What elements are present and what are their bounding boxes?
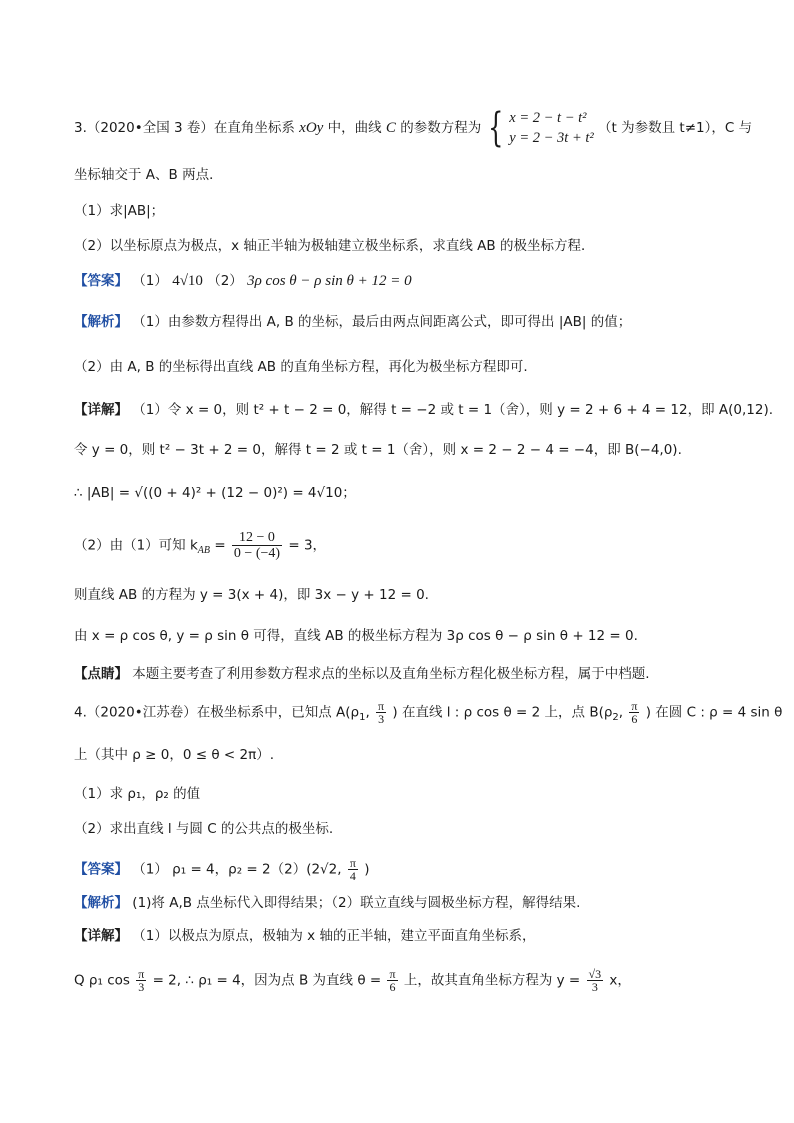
- q4-detail-frac1-den: 3: [138, 980, 145, 994]
- q4-pi-over-6: [629, 700, 639, 725]
- q4-pi-over-3-den: 3: [378, 712, 385, 726]
- q4-pi-over-6-den: 6: [631, 712, 638, 726]
- q4-analysis-text: (1)将 A,B 点坐标代入即得结果；（2）联立直线与圆极坐标方程，解得结果.: [132, 895, 581, 911]
- q4-detail2-text-a: Q ρ₁ cos: [74, 972, 130, 989]
- q4-pi-over-3: [376, 700, 386, 725]
- q3-answer-label2: （2）: [207, 273, 243, 289]
- q4-pi-over-3-num: π: [378, 699, 385, 713]
- q3-detail4-result: = 3，: [288, 537, 327, 554]
- q4-answer-frac-num: π: [349, 856, 356, 870]
- q4-detail-frac3-den: 3: [591, 980, 598, 994]
- q4-detail-sqrt3-over-3: [587, 968, 604, 993]
- q3-stem-text-e: （t 为参数且 t≠1），C 与: [598, 120, 753, 136]
- q4-detail-frac2-num: π: [389, 967, 396, 981]
- q4-answer-close: ): [364, 861, 370, 878]
- q3-detail4-text: （2）由（1）可知 k: [74, 537, 198, 554]
- q3-comment-text: 本题主要考查了利用参数方程求点的坐标以及直角坐标方程化极坐标方程，属于中档题.: [132, 666, 650, 682]
- q4-detail2-text-b: = 2, ∴ ρ₁ = 4，因为点 B 为直线 θ =: [152, 972, 382, 989]
- q4-rho1-subscript: 1: [359, 712, 366, 724]
- q3-stem-text-d: 的参数方程为: [400, 120, 482, 136]
- analysis-tag: 【解析】: [74, 314, 128, 330]
- q4-stem-line2: 上（其中 ρ ≥ 0，0 ≤ θ < 2π）.: [74, 747, 274, 763]
- q3-answer: [74, 271, 412, 291]
- q3-stem-text-a: 3.（2020•全国 3 卷）在直角坐标系: [74, 120, 295, 136]
- q4-stem-comma-b: ,: [618, 704, 624, 721]
- q4-detail-pi-over-3: [136, 968, 146, 993]
- q4-stem-text-a: 4.（2020•江苏卷）在极坐标系中，已知点 A(ρ: [74, 704, 360, 721]
- q4-answer-pi-over-4: [348, 857, 358, 882]
- q3-analysis-text1: （1）由参数方程得出 A, B 的坐标，最后由两点间距离公式，即可得出 |AB| 的值；: [132, 314, 632, 330]
- q4-stem-text-c: ) 在圆 C : ρ = 4 sin θ: [645, 704, 783, 721]
- q3-detail-2: 令 y = 0，则 t² − 3t + 2 = 0，解得 t = 2 或 t = 1（舍），则 x = 2 − 2 − 4 = −4，即 B(−4,0).: [74, 442, 682, 458]
- q4-detail2-text-d: x，: [609, 972, 631, 989]
- q4-detail-frac2-den: 6: [389, 980, 396, 994]
- q3-slope-subscript: AB: [197, 545, 211, 557]
- q3-answer-value2: 3ρ cos θ − ρ sin θ + 12 = 0: [247, 273, 412, 289]
- q3-slope-numerator: 12 − 0: [232, 530, 282, 546]
- q3-answer-value1: 4√10: [172, 273, 203, 289]
- q3-comment: [74, 664, 650, 684]
- q4-stem-comma-a: ,: [365, 704, 370, 721]
- q4-answer-frac-den: 4: [349, 869, 356, 883]
- q3-analysis-2: （2）由 A, B 的坐标得出直线 AB 的直角坐标方程，再化为极坐标方程即可.: [74, 359, 528, 375]
- analysis-tag: 【解析】: [74, 895, 128, 911]
- q3-detail-6: 由 x = ρ cos θ, y = ρ sin θ 可得，直线 AB 的极坐标方程为 3ρ cos θ − ρ sin θ + 12 = 0.: [74, 628, 638, 644]
- q4-detail-1: [74, 926, 535, 946]
- q3-stem-c: C: [385, 120, 396, 136]
- q3-detail-3: ∴ |AB| = √((0 + 4)² + (12 − 0)²) = 4√10；: [74, 485, 356, 501]
- q4-part2: （2）求出直线 l 与圆 C 的公共点的极坐标.: [74, 821, 334, 837]
- detail-tag: 【详解】: [74, 928, 128, 944]
- q4-answer-text: （1） ρ₁ = 4，ρ₂ = 2（2）(2√2,: [132, 861, 342, 878]
- q4-detail2-text-c: 上，故其直角坐标方程为 y =: [403, 972, 581, 989]
- q4-stem-line1: [74, 700, 782, 728]
- q4-rho2-subscript: 2: [612, 712, 619, 724]
- q4-detail-pi-over-6: [387, 968, 397, 993]
- q3-stem-text-b: 中，曲线: [327, 120, 382, 136]
- comment-tag: 【点睛】: [74, 666, 128, 682]
- q3-detail-4: [74, 530, 326, 561]
- q3-slope-fraction: [232, 530, 282, 561]
- q4-detail-frac3-num: √3: [588, 967, 602, 981]
- q4-stem-text-b: ) 在直线 l : ρ cos θ = 2 上，点 B(ρ: [392, 704, 613, 721]
- q3-slope-denominator: 0 − (−4): [233, 546, 281, 561]
- q4-part1: （1）求 ρ₁，ρ₂ 的值: [74, 786, 201, 802]
- detail-tag: 【详解】: [74, 402, 128, 418]
- q3-detail-text1: （1）令 x = 0，则 t² + t − 2 = 0，解得 t = −2 或 t = 1（舍），则 y = 2 + 6 + 4 = 12，即 A(0,12).: [132, 402, 773, 418]
- q4-detail-2: [74, 968, 631, 993]
- q4-detail-text1: （1）以极点为原点，极轴为 x 轴的正半轴，建立平面直角坐标系，: [132, 928, 536, 944]
- q3-stem-xoy: xOy: [299, 120, 324, 136]
- q3-analysis-1: [74, 312, 631, 332]
- q3-detail4-eq: =: [214, 537, 226, 554]
- q4-pi-over-6-num: π: [631, 699, 638, 713]
- q4-answer: [74, 857, 369, 882]
- q3-answer-label1: （1）: [132, 273, 168, 289]
- q3-detail-5: 则直线 AB 的方程为 y = 3(x + 4)，即 3x − y + 12 = 0.: [74, 587, 429, 603]
- answer-tag: 【答案】: [74, 861, 128, 878]
- q4-analysis: [74, 893, 580, 913]
- q3-part1: （1）求|AB|；: [74, 203, 165, 219]
- q3-parametric-system: [509, 108, 593, 148]
- q3-detail-1: [74, 400, 773, 420]
- q3-eq-y: y = 2 − 3t + t²: [509, 130, 594, 146]
- q3-part2: （2）以坐标原点为极点，x 轴正半轴为极轴建立极坐标系，求直线 AB 的极坐标方程．: [74, 238, 595, 254]
- answer-tag: 【答案】: [74, 273, 128, 289]
- q3-stem-line2: 坐标轴交于 A、B 两点．: [74, 167, 223, 183]
- q3-eq-x: x = 2 − t − t²: [509, 110, 587, 126]
- q4-detail-frac1-num: π: [138, 967, 145, 981]
- q3-stem-line1: [74, 105, 753, 151]
- q3-system-brace: {: [487, 105, 503, 151]
